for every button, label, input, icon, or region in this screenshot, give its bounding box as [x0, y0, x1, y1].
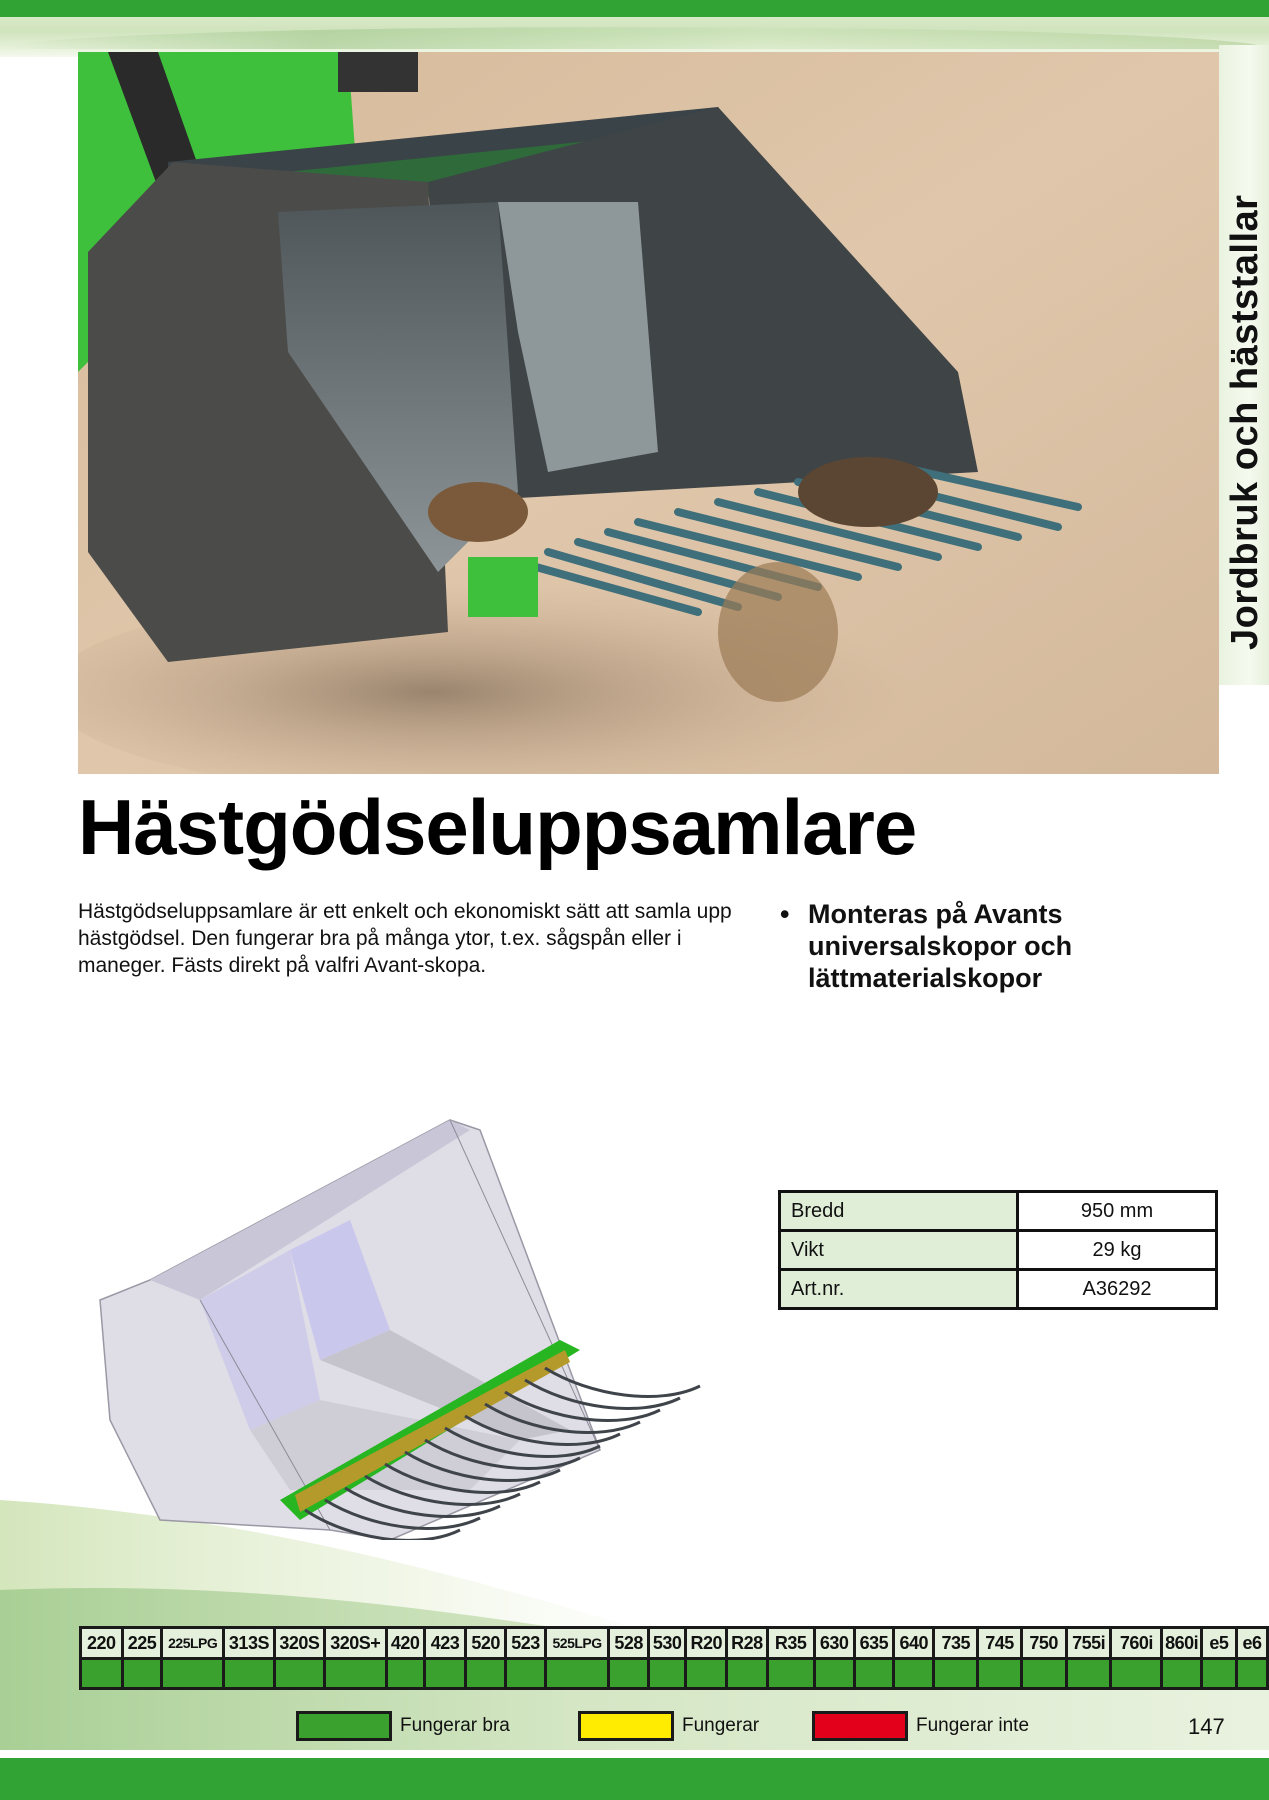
section-tab-label: Jordbruk och häststallar: [1224, 194, 1266, 650]
model-cell: 530: [649, 1628, 686, 1659]
feature-text: Monteras på Avants universalskopor och lättmaterialskopor: [808, 899, 1073, 993]
spec-label: Art.nr.: [780, 1270, 1018, 1309]
model-cell: 745: [978, 1628, 1021, 1659]
hero-photo: [78, 52, 1219, 774]
model-cell: 423: [424, 1628, 466, 1659]
status-cell: [686, 1659, 727, 1689]
bullet-icon: •: [780, 899, 790, 929]
status-cell: [1162, 1659, 1202, 1689]
legend-item-good: [296, 1709, 510, 1743]
spec-row-width: [780, 1192, 1217, 1231]
model-cell: 755i: [1066, 1628, 1111, 1659]
model-cell: 630: [814, 1628, 854, 1659]
model-cell: 735: [934, 1628, 978, 1659]
status-cell: [274, 1659, 324, 1689]
product-description: Hästgödseluppsamlare är ett enkelt och ekonomiskt sätt att samla upp hästgödsel. Den fungerar bra på många ytor, t.ex. sågspån eller i maneger. Fästs direkt på valfri Avant-skopa.: [78, 900, 732, 977]
model-cell: R35: [767, 1628, 814, 1659]
status-cell: [224, 1659, 275, 1689]
model-cell: e6: [1236, 1628, 1267, 1659]
legend-label: Fungerar inte: [916, 1715, 1030, 1736]
legend-item-ok: [578, 1709, 759, 1743]
spec-value: 950 mm: [1018, 1192, 1217, 1231]
status-cell: [466, 1659, 506, 1689]
model-cell: 320S: [274, 1628, 324, 1659]
status-cell: [424, 1659, 466, 1689]
model-cell: 760i: [1111, 1628, 1162, 1659]
spec-label: Bredd: [780, 1192, 1018, 1231]
model-cell: 525LPG: [545, 1628, 608, 1659]
model-cell: 420: [386, 1628, 424, 1659]
status-cell: [324, 1659, 386, 1689]
status-cell: [162, 1659, 224, 1689]
model-cell: 520: [466, 1628, 506, 1659]
model-cell: 220: [81, 1628, 123, 1659]
legend-label: Fungerar bra: [400, 1715, 510, 1736]
status-cell: [1236, 1659, 1267, 1689]
header-wave-decoration: [0, 17, 1269, 57]
page-number: 147: [1188, 1714, 1225, 1739]
status-cell: [894, 1659, 934, 1689]
spec-table: [778, 1190, 1218, 1310]
status-cell: [609, 1659, 649, 1689]
status-cell: [649, 1659, 686, 1689]
feature-item: [778, 898, 1108, 994]
model-cell: R28: [727, 1628, 767, 1659]
model-cell: 523: [506, 1628, 546, 1659]
model-cell: 635: [854, 1628, 894, 1659]
status-cell: [978, 1659, 1021, 1689]
model-cell: 225LPG: [162, 1628, 224, 1659]
spec-label: Vikt: [780, 1231, 1018, 1270]
model-cell: 320S+: [324, 1628, 386, 1659]
legend-swatch-yellow: [578, 1711, 674, 1741]
status-cell: [1201, 1659, 1236, 1689]
status-cell: [506, 1659, 546, 1689]
status-cell: [545, 1659, 608, 1689]
feature-list: [778, 898, 1108, 994]
model-cell: 640: [894, 1628, 934, 1659]
model-cell: 528: [609, 1628, 649, 1659]
product-illustration-image: [90, 1100, 730, 1540]
status-cell: [1066, 1659, 1111, 1689]
compatibility-table: [79, 1626, 1269, 1690]
model-cell: 313S: [224, 1628, 275, 1659]
legend-swatch-red: [812, 1711, 908, 1741]
model-cell: 750: [1021, 1628, 1066, 1659]
model-cell: 225: [122, 1628, 162, 1659]
hero-photo-image: [78, 52, 1219, 774]
compatibility-status-row: [81, 1659, 1268, 1689]
status-cell: [1111, 1659, 1162, 1689]
status-cell: [727, 1659, 767, 1689]
status-cell: [814, 1659, 854, 1689]
spec-value: 29 kg: [1018, 1231, 1217, 1270]
model-cell: R20: [686, 1628, 727, 1659]
spec-row-article-number: [780, 1270, 1217, 1309]
legend-label: Fungerar: [682, 1715, 760, 1736]
footer-color-bar: [0, 1758, 1269, 1800]
legend-item-no: [812, 1709, 1029, 1743]
status-cell: [854, 1659, 894, 1689]
status-cell: [1021, 1659, 1066, 1689]
model-cell: 860i: [1162, 1628, 1202, 1659]
status-cell: [122, 1659, 162, 1689]
model-cell: e5: [1201, 1628, 1236, 1659]
status-cell: [934, 1659, 978, 1689]
spec-row-weight: [780, 1231, 1217, 1270]
spec-value: A36292: [1018, 1270, 1217, 1309]
header-color-bar: [0, 0, 1269, 17]
compatibility-model-row: [81, 1628, 1268, 1659]
status-cell: [81, 1659, 123, 1689]
status-cell: [386, 1659, 424, 1689]
page-title: Hästgödseluppsamlare: [78, 783, 917, 871]
status-cell: [767, 1659, 814, 1689]
product-illustration: [90, 1100, 730, 1540]
legend-swatch-green: [296, 1711, 392, 1741]
